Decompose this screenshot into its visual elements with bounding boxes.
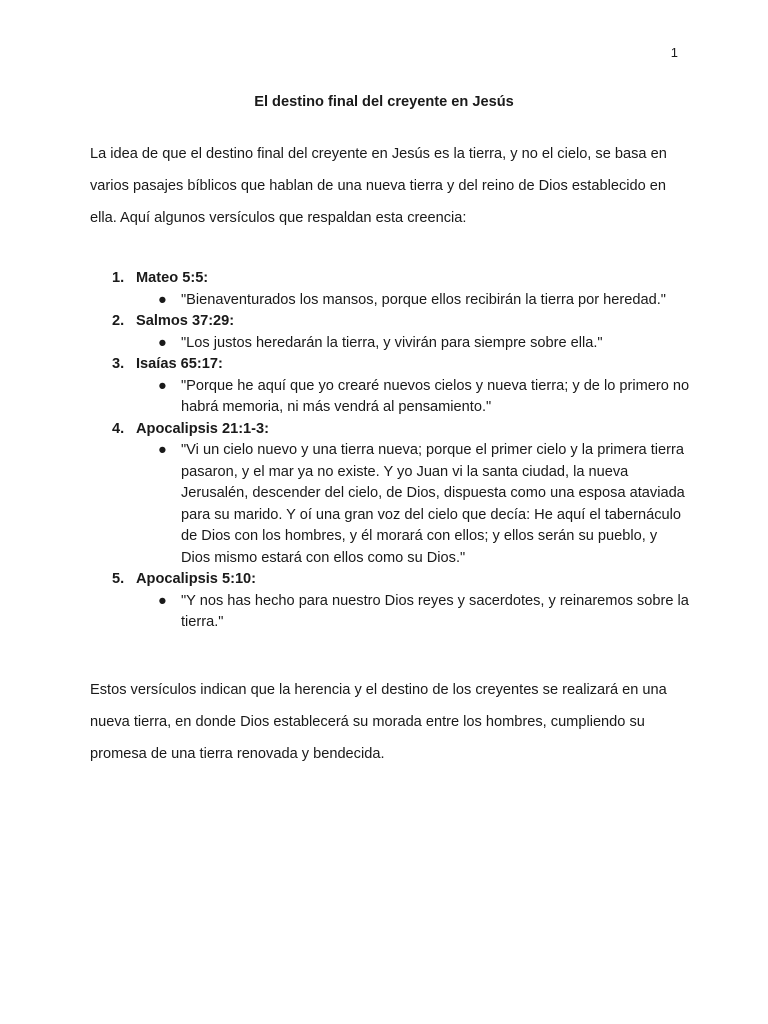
verse-quote-text: "Bienaventurados los mansos, porque ellos recibirán la tierra por heredad." — [181, 291, 666, 308]
bullet-icon: ● — [158, 377, 167, 394]
verse-number: 4. — [112, 420, 125, 437]
verse-quote — [136, 333, 690, 355]
verse-number: 2. — [112, 313, 125, 329]
document-title: El destino final del creyente en Jesús — [254, 94, 514, 110]
verse-item — [90, 419, 690, 570]
verse-reference: Salmos 37:29: — [136, 313, 235, 329]
verse-item — [90, 311, 690, 354]
verse-reference: Apocalipsis 21:1-3: — [136, 420, 270, 437]
bullet-icon: ● — [158, 442, 167, 458]
verse-quote — [136, 440, 690, 569]
verse-reference: Apocalipsis 5:10: — [136, 571, 257, 587]
verse-reference: Mateo 5:5: — [136, 270, 209, 286]
verse-number: 3. — [112, 356, 125, 372]
bullet-icon: ● — [158, 592, 167, 609]
verse-quote — [136, 591, 690, 634]
verse-reference: Isaías 65:17: — [136, 356, 223, 372]
verse-quote-text: "Los justos heredarán la tierra, y vivirán para siempre sobre ella." — [181, 334, 603, 351]
verse-quote-text: "Porque he aquí que yo crearé nuevos cielos y nueva tierra; y de lo primero no habrá memoria, ni más vendrá al pensamiento." — [181, 377, 690, 415]
verse-number: 1. — [112, 270, 125, 286]
bullet-icon: ● — [158, 291, 167, 308]
verse-quote-text: "Vi un cielo nuevo y una tierra nueva; porque el primer cielo y la primera tierra pasaron, y el mar ya no existe. Y yo Juan vi la santa ciudad, la nueva Jerusalén, descender del cielo, de Dios, dispuesta como una esposa ataviada para su marido. Y oí una gran voz del cielo que decía: He aquí el tabernáculo de Dios con los hombres, y él morará con ellos; y ellos serán su pueblo, y Dios mismo estará con ellos como su Dios." — [181, 442, 685, 566]
verse-item — [90, 268, 690, 311]
verse-quote — [136, 376, 690, 419]
verse-list — [90, 268, 690, 634]
verse-item — [90, 569, 690, 634]
bullet-icon: ● — [158, 334, 167, 351]
verse-item — [90, 354, 690, 419]
verse-quote — [136, 290, 690, 312]
conclusion-paragraph: Estos versículos indican que la herencia y el destino de los creyentes se realizará en una nueva tierra, en donde Dios establecerá su morada entre los hombres, cumpliendo su promesa de una tierra renovada y bendecida. — [90, 682, 667, 762]
intro-paragraph: La idea de que el destino final del creyente en Jesús es la tierra, y no el cielo, se basa en varios pasajes bíblicos que hablan de una nueva tierra y del reino de Dios establecido en ella. Aquí algunos versículos que respaldan esta creencia: — [90, 146, 667, 226]
page-number: 1 — [670, 45, 678, 60]
verse-quote-text: "Y nos has hecho para nuestro Dios reyes y sacerdotes, y reinaremos sobre la tierra." — [181, 592, 689, 630]
verse-number: 5. — [112, 571, 125, 587]
